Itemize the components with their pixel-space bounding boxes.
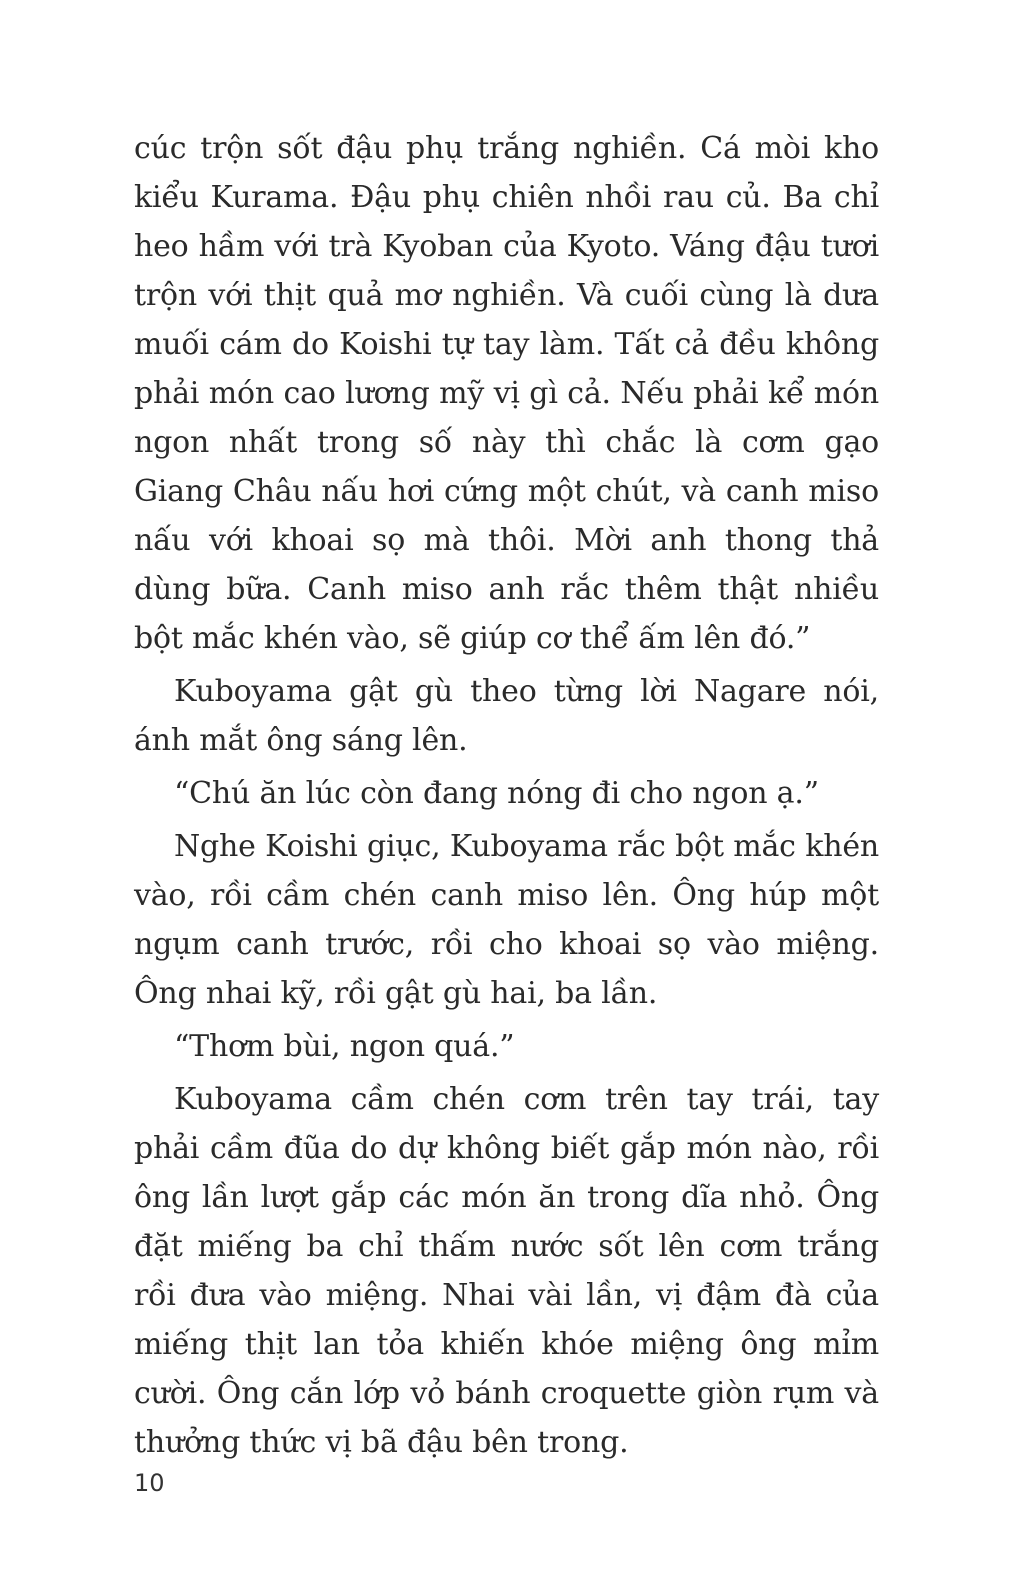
paragraph-1: cúc trộn sốt đậu phụ trắng nghiền. Cá mòi kho kiểu Kurama. Đậu phụ chiên nhồi rau củ. Ba chỉ heo hầm với trà Kyoban của Kyoto. Váng đậu tươi trộn với thịt quả mơ nghiền. Và cuối cùng là dưa muối cám do Koishi tự tay làm. Tất cả đều không phải món cao lương mỹ vị gì cả. Nếu phải kể món ngon nhất trong số này thì chắc là cơm gạo Giang Châu nấu hơi cứng một chút, và canh miso nấu với khoai sọ mà thôi. Mời anh thong thả dùng bữa. Canh miso anh rắc thêm thật nhiều bột mắc khén vào, sẽ giúp cơ thể ấm lên đó.” xyxy=(134,131,879,656)
paragraph-2: Kuboyama gật gù theo từng lời Nagare nói, ánh mắt ông sáng lên. xyxy=(134,674,879,758)
paragraph-5: “Thơm bùi, ngon quá.” xyxy=(174,1029,515,1064)
page-number: 10 xyxy=(134,1469,165,1497)
paragraph-6: Kuboyama cầm chén cơm trên tay trái, tay phải cầm đũa do dự không biết gắp món nào, rồi ông lần lượt gắp các món ăn trong dĩa nhỏ. Ông đặt miếng ba chỉ thấm nước sốt lên cơm trắng rồi đưa vào miệng. Nhai vài lần, vị đậm đà của miếng thịt lan tỏa khiến khóe miệng ông mỉm cười. Ông cắn lớp vỏ bánh croquette giòn rụm và thưởng thức vị bã đậu bên trong. xyxy=(134,1082,879,1460)
body-text xyxy=(134,124,879,1467)
paragraph-4: Nghe Koishi giục, Kuboyama rắc bột mắc khén vào, rồi cầm chén canh miso lên. Ông húp một ngụm canh trước, rồi cho khoai sọ vào miệng. Ông nhai kỹ, rồi gật gù hai, ba lần. xyxy=(134,829,879,1011)
paragraph-3: “Chú ăn lúc còn đang nóng đi cho ngon ạ.” xyxy=(174,776,819,811)
